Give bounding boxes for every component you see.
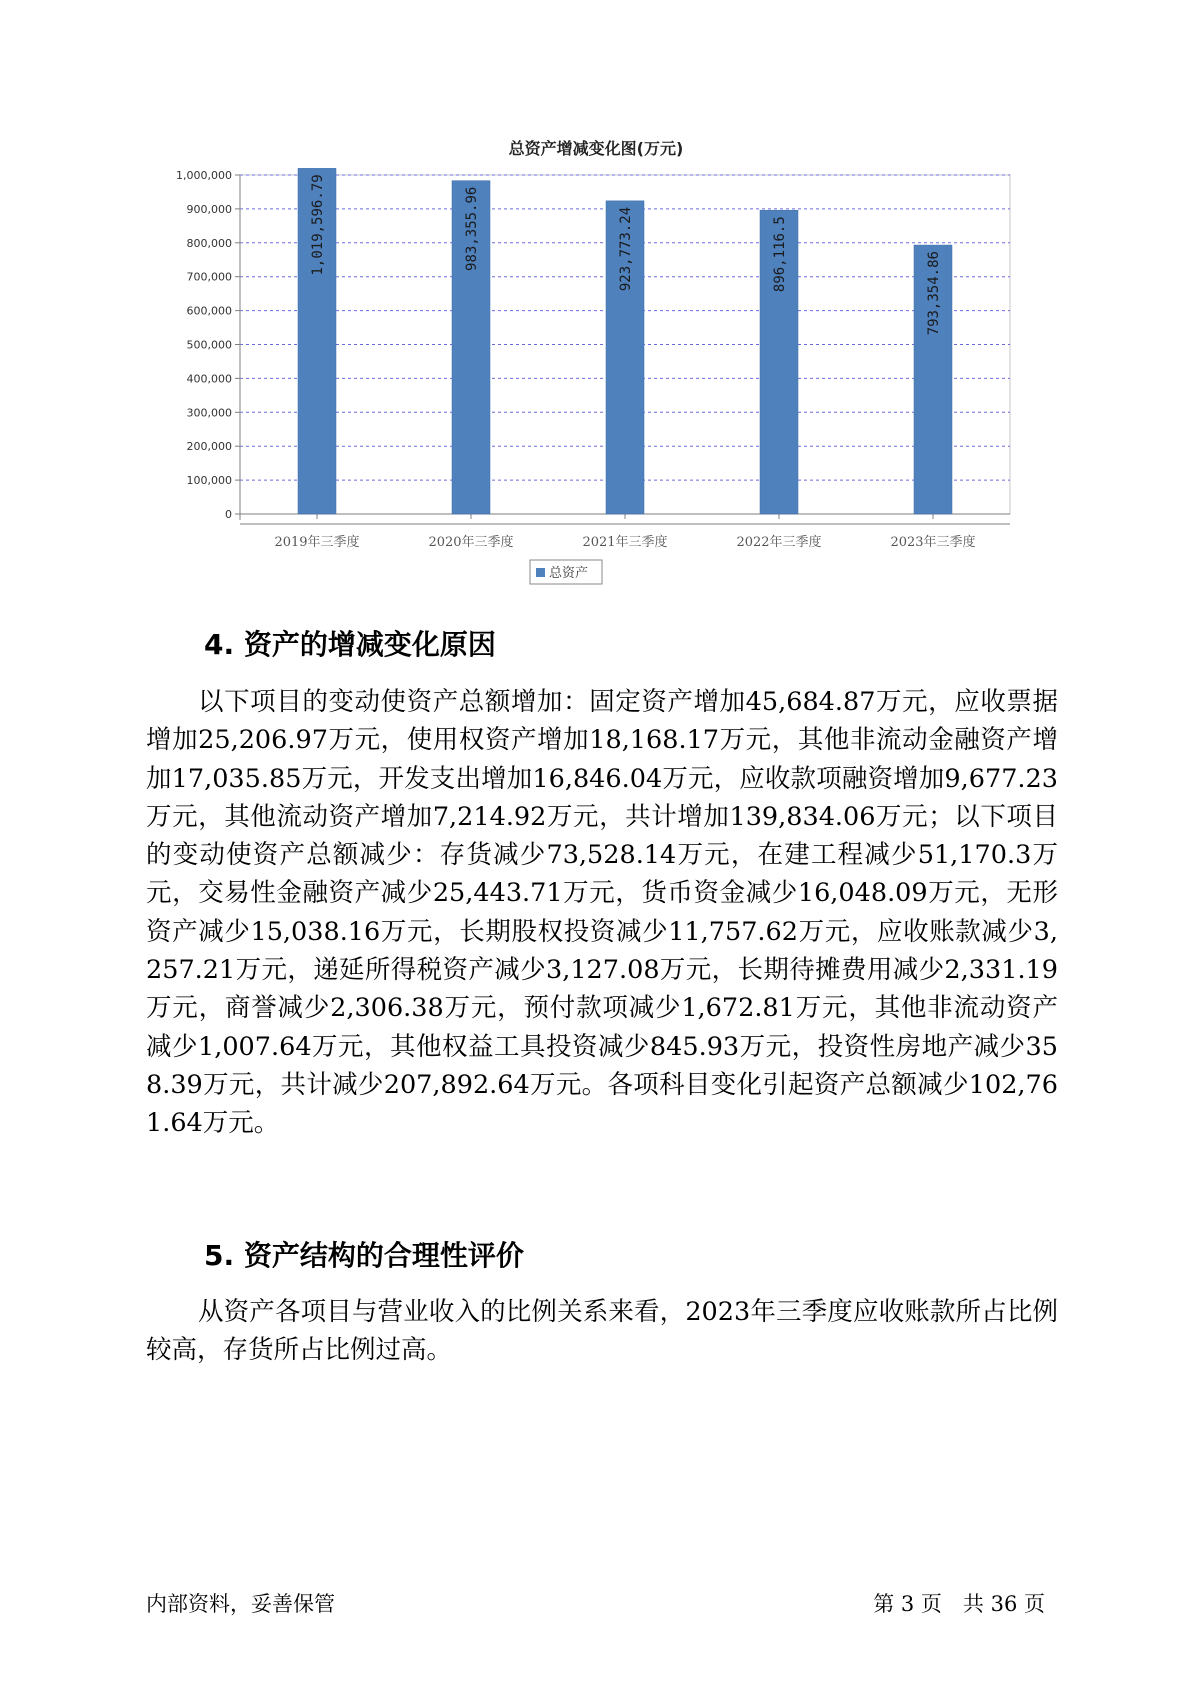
chart-legend bbox=[530, 560, 602, 584]
x-tick-label: 2019年三季度 bbox=[274, 535, 360, 550]
footer-page-number: 第 3 页 共 36 页 bbox=[873, 1592, 1045, 1616]
y-tick-label: 700,000 bbox=[186, 270, 232, 284]
bar-value-label: 983,355.96 bbox=[464, 186, 480, 271]
y-tick-label: 200,000 bbox=[186, 440, 232, 454]
x-tick-label: 2022年三季度 bbox=[736, 535, 822, 550]
y-tick-label: 0 bbox=[225, 508, 232, 521]
paragraph-asset-change-reasons: 以下项目的变动使资产总额增加：固定资产增加45,684.87万元，应收票据增加25,206.97万元，使用权资产增加18,168.17万元，其他非流动金融资产增加17,035.85万元，开发支出增加16,846.04万元，应收款项融资增加9,677.23万元，其他流动资产增加7,214.92万元，共计增加139,834.06万元；以下项目的变动使资产总额减少：存货减少73,528.14万元，在建工程减少51,170.3万元，交易性金融资产减少25,443.71万元，货币资金减少16,048.09万元，无形资产减少15,038.16万元，长期股权投资减少11,757.62万元，应收账款减少3,257.21万元，递延所得税资产减少3,127.08万元，长期待摊费用减少2,331.19万元，商誉减少2,306.38万元，预付款项减少1,672.81万元，其他非流动资产减少1,007.64万元，其他权益工具投资减少845.93万元，投资性房地产减少358.39万元，共计减少207,892.64万元。各项科目变化引起资产总额减少102,761.64万元。 bbox=[146, 687, 1058, 1139]
y-tick-label: 1,000,000 bbox=[176, 169, 232, 182]
total-assets-chart bbox=[160, 128, 1020, 598]
footer-confidential-note: 内部资料，妥善保管 bbox=[146, 1592, 335, 1616]
x-tick-label: 2023年三季度 bbox=[890, 535, 976, 550]
x-tick-label: 2021年三季度 bbox=[582, 535, 668, 550]
bar-value-label: 1,019,596.79 bbox=[310, 174, 326, 276]
y-tick-label: 400,000 bbox=[186, 372, 232, 386]
y-tick-label: 800,000 bbox=[186, 236, 232, 250]
y-tick-label: 100,000 bbox=[186, 474, 232, 488]
legend-label: 总资产 bbox=[549, 566, 589, 581]
bar-value-label: 896,116.5 bbox=[772, 216, 788, 293]
y-tick-label: 600,000 bbox=[186, 304, 232, 318]
bar-value-label: 793,354.86 bbox=[926, 251, 942, 336]
paragraph-asset-structure-evaluation: 从资产各项目与营业收入的比例关系来看，2023年三季度应收账款所占比例较高，存货所占比例过高。 bbox=[146, 1297, 1058, 1366]
section-heading-asset-change-reasons: 4. 资产的增减变化原因 bbox=[204, 628, 496, 661]
legend-swatch bbox=[536, 568, 545, 577]
y-tick-label: 500,000 bbox=[186, 338, 232, 352]
chart-title: 总资产增减变化图(万元) bbox=[508, 139, 684, 158]
y-tick-label: 900,000 bbox=[186, 202, 232, 216]
y-tick-label: 300,000 bbox=[186, 406, 232, 420]
bar-value-label: 923,773.24 bbox=[618, 206, 634, 292]
chart-svg bbox=[160, 128, 1020, 598]
x-tick-label: 2020年三季度 bbox=[428, 535, 514, 550]
section-heading-asset-structure-evaluation: 5. 资产结构的合理性评价 bbox=[204, 1239, 524, 1272]
